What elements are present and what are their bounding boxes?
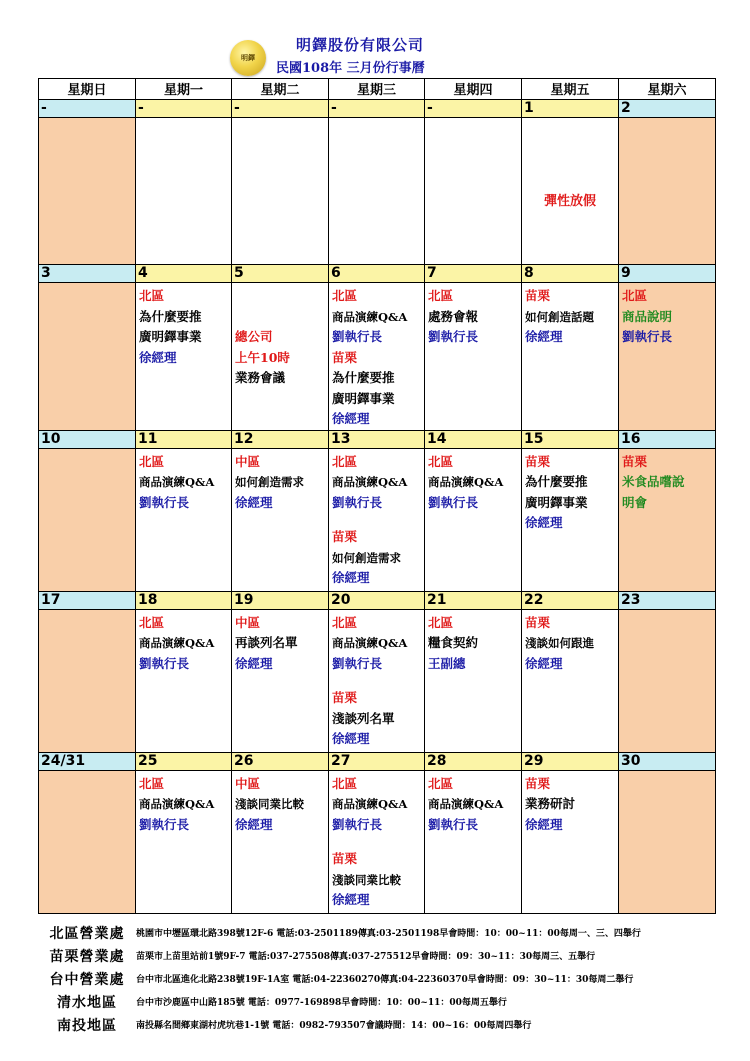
day-cell — [522, 118, 619, 265]
event-topic: 明會 — [622, 494, 648, 510]
office-list — [38, 921, 728, 1036]
day-cell — [619, 448, 716, 591]
event-region: 中區 — [235, 453, 261, 469]
event-speaker: 王副總 — [428, 655, 466, 671]
office-name: 南投地區 — [57, 1017, 117, 1034]
event-region: 北區 — [332, 453, 358, 469]
weekday-sat: 星期六 — [619, 79, 716, 100]
office-row — [38, 1013, 728, 1036]
date-label: 24/31 — [39, 752, 136, 770]
event-topic: 商品演練Q&A — [332, 475, 408, 489]
company-logo — [230, 40, 266, 76]
event-topic: 商品演練Q&A — [139, 636, 215, 650]
day-cell — [136, 448, 232, 591]
date-label: - — [136, 100, 232, 118]
day-cell — [329, 283, 425, 431]
event-topic: 商品演練Q&A — [139, 797, 215, 811]
weekday-wed: 星期三 — [329, 79, 425, 100]
date-label: 2 — [619, 100, 716, 118]
event-topic: 業務會議 — [235, 370, 286, 385]
event-speaker: 劉執行長 — [139, 655, 190, 671]
event-speaker: 劉執行長 — [332, 329, 383, 344]
event-topic: 再談列名單 — [235, 635, 298, 650]
day-cell — [232, 118, 329, 265]
event-region: 苗栗 — [332, 851, 358, 866]
event-speaker: 徐經理 — [525, 515, 563, 530]
office-name: 苗栗營業處 — [49, 948, 125, 965]
event-region: 北區 — [428, 288, 454, 303]
day-cell — [425, 609, 522, 752]
day-cell — [619, 770, 716, 913]
event-topic: 如何創造話題 — [525, 309, 594, 324]
event-speaker: 徐經理 — [332, 892, 370, 907]
date-label: 1 — [522, 100, 619, 118]
event-topic: 淺談如何跟進 — [525, 636, 594, 650]
weekday-sun: 星期日 — [39, 79, 136, 100]
event-topic: 米食品嚐說 — [622, 474, 685, 489]
event-speaker: 劉執行長 — [139, 494, 190, 510]
event-region: 總公司 — [235, 329, 273, 344]
day-cell — [39, 609, 136, 752]
day-cell — [522, 609, 619, 752]
date-label: 7 — [425, 265, 522, 283]
event-speaker: 徐經理 — [525, 816, 563, 832]
event-topic: 淺談同業比較 — [235, 797, 304, 811]
date-label: - — [329, 100, 425, 118]
day-cell — [136, 118, 232, 265]
date-label: 22 — [522, 591, 619, 609]
day-cell — [619, 609, 716, 752]
office-name: 清水地區 — [57, 994, 117, 1011]
date-label: 20 — [329, 591, 425, 609]
day-cell — [522, 283, 619, 431]
weekday-tue: 星期二 — [232, 79, 329, 100]
event-topic: 淺談列名單 — [332, 710, 395, 726]
date-label: 30 — [619, 752, 716, 770]
event-topic: 廣明鐸事業 — [525, 494, 588, 510]
calendar-title: 民國108年 三月份行事曆 — [276, 61, 425, 76]
office-row — [38, 921, 728, 944]
date-label: 19 — [232, 591, 329, 609]
day-cell — [425, 283, 522, 431]
date-label: 28 — [425, 752, 522, 770]
event-topic: 如何創造需求 — [332, 550, 401, 565]
event-region: 北區 — [139, 453, 165, 469]
event-topic: 商品說明 — [622, 308, 673, 324]
office-row — [38, 967, 728, 990]
event-region: 中區 — [235, 614, 261, 630]
event-topic: 商品演練Q&A — [332, 797, 408, 811]
event-topic: 為什麼要推 — [332, 370, 395, 385]
date-label: - — [232, 100, 329, 118]
day-cell — [232, 770, 329, 913]
event-topic: 商品演練Q&A — [428, 797, 504, 811]
date-label: - — [39, 100, 136, 118]
date-label: 3 — [39, 265, 136, 283]
day-cell — [425, 118, 522, 265]
event-speaker: 劉執行長 — [428, 816, 479, 832]
event-region: 苗栗 — [525, 288, 551, 303]
week-events-row — [39, 283, 716, 431]
day-cell — [39, 118, 136, 265]
date-label: 12 — [232, 430, 329, 448]
event-speaker: 徐經理 — [525, 655, 563, 671]
office-row — [38, 944, 728, 967]
date-label: 9 — [619, 265, 716, 283]
day-cell — [522, 448, 619, 591]
day-cell — [329, 770, 425, 913]
date-label: 27 — [329, 752, 425, 770]
event-region: 中區 — [235, 775, 261, 791]
event-speaker: 徐經理 — [525, 329, 563, 344]
date-label: 4 — [136, 265, 232, 283]
day-cell — [619, 283, 716, 431]
event-speaker: 徐經理 — [332, 570, 370, 585]
week-events-row — [39, 770, 716, 913]
event-speaker: 劉執行長 — [428, 494, 479, 510]
event-speaker: 劉執行長 — [139, 816, 190, 832]
day-cell — [232, 448, 329, 591]
day-cell — [425, 770, 522, 913]
event-region: 苗栗 — [525, 614, 551, 630]
event-region: 苗栗 — [525, 775, 551, 791]
event-topic: 業務研討 — [525, 796, 576, 811]
day-cell — [39, 770, 136, 913]
event-region: 苗栗 — [332, 529, 358, 544]
event-region: 苗栗 — [332, 690, 358, 705]
date-row — [39, 265, 716, 283]
office-info: 台中市沙鹿區中山路185號 電話：0977-169898早會時間：10：00~11：00每周五舉行 — [136, 998, 507, 1008]
date-label: 13 — [329, 430, 425, 448]
event-topic: 淺談同業比較 — [332, 872, 401, 887]
event-topic: 廣明鐸事業 — [139, 329, 202, 344]
event-speaker: 劉執行長 — [332, 494, 383, 510]
day-cell — [522, 770, 619, 913]
date-row — [39, 591, 716, 609]
event-topic: 商品演練Q&A — [428, 475, 504, 489]
office-info: 苗栗市上苗里站前1號9F-7 電話:037-275508傳真:037-275512早會時間：09：30~11：30每周三、五舉行 — [136, 952, 596, 962]
event-region: 北區 — [332, 775, 358, 791]
date-label: 29 — [522, 752, 619, 770]
date-row — [39, 430, 716, 448]
date-label: 23 — [619, 591, 716, 609]
date-label: 25 — [136, 752, 232, 770]
header — [0, 0, 750, 78]
company-name: 明鐸股份有限公司 — [296, 36, 425, 54]
event-topic: 如何創造需求 — [235, 475, 304, 489]
event-region: 北區 — [139, 288, 165, 303]
event-topic: 為什麼要推 — [139, 308, 202, 324]
event-region: 北區 — [332, 288, 358, 303]
day-cell — [232, 283, 329, 431]
event-region: 北區 — [428, 775, 454, 791]
event-speaker: 劉執行長 — [332, 655, 383, 671]
date-label: 10 — [39, 430, 136, 448]
day-cell — [136, 770, 232, 913]
date-label: 26 — [232, 752, 329, 770]
event-region: 北區 — [139, 775, 165, 791]
event-speaker: 劉執行長 — [332, 816, 383, 832]
day-cell — [329, 118, 425, 265]
event-region: 北區 — [428, 614, 454, 630]
office-row — [38, 990, 728, 1013]
event-region: 北區 — [332, 614, 358, 630]
date-row — [39, 100, 716, 118]
holiday-label: 彈性放假 — [543, 194, 596, 209]
day-cell — [619, 118, 716, 265]
date-label: 16 — [619, 430, 716, 448]
event-topic: 商品演練Q&A — [139, 475, 215, 489]
event-time: 上午10時 — [235, 349, 290, 365]
event-speaker: 劉執行長 — [428, 329, 479, 344]
office-name: 北區營業處 — [49, 925, 125, 942]
date-label: 11 — [136, 430, 232, 448]
day-cell — [425, 448, 522, 591]
event-speaker: 徐經理 — [235, 494, 273, 510]
weekday-header-row — [39, 79, 716, 100]
date-label: 21 — [425, 591, 522, 609]
day-cell — [136, 609, 232, 752]
event-region: 苗栗 — [525, 453, 551, 469]
weekday-thu: 星期四 — [425, 79, 522, 100]
event-speaker: 徐經理 — [332, 731, 370, 746]
week-events-row — [39, 609, 716, 752]
office-name: 台中營業處 — [49, 971, 125, 988]
date-label: 8 — [522, 265, 619, 283]
week-events-row — [39, 118, 716, 265]
office-info: 桃園市中壢區環北路398號12F-6 電話:03-2501189傳真:03-2501198早會時間：10：00~11：00每周一、三、四舉行 — [136, 929, 641, 939]
event-region: 苗栗 — [332, 349, 358, 365]
weekday-fri: 星期五 — [522, 79, 619, 100]
event-topic: 為什麼要推 — [525, 474, 588, 489]
weekday-mon: 星期一 — [136, 79, 232, 100]
day-cell — [329, 609, 425, 752]
event-topic: 商品演練Q&A — [332, 636, 408, 650]
event-speaker: 徐經理 — [235, 655, 273, 671]
event-speaker: 徐經理 — [235, 816, 273, 832]
office-info: 台中市北區進化北路238號19F-1A室 電話:04-22360270傳真:04-22360370早會時間：09：30~11：30每周二舉行 — [136, 975, 634, 985]
office-info: 南投縣名間鄉東湖村虎坑巷1-1號 電話：0982-793507會議時間：14：00~16：00每周四舉行 — [136, 1021, 532, 1031]
event-topic: 糧食契約 — [428, 635, 479, 650]
event-region: 北區 — [139, 614, 165, 630]
event-speaker: 劉執行長 — [622, 329, 673, 344]
event-region: 北區 — [622, 288, 648, 303]
event-topic: 商品演練Q&A — [332, 309, 408, 324]
day-cell — [39, 283, 136, 431]
calendar-table — [38, 78, 716, 914]
event-topic: 處務會報 — [428, 308, 479, 324]
date-label: 14 — [425, 430, 522, 448]
event-region: 苗栗 — [622, 453, 648, 469]
date-label: 18 — [136, 591, 232, 609]
logo-text: 明鐸 — [241, 53, 255, 62]
event-topic: 廣明鐸事業 — [332, 390, 395, 406]
event-region: 北區 — [428, 453, 454, 469]
date-label: 15 — [522, 430, 619, 448]
event-speaker: 徐經理 — [139, 349, 177, 365]
day-cell — [39, 448, 136, 591]
day-cell — [232, 609, 329, 752]
date-label: - — [425, 100, 522, 118]
week-events-row — [39, 448, 716, 591]
date-label: 17 — [39, 591, 136, 609]
date-label: 6 — [329, 265, 425, 283]
event-speaker: 徐經理 — [332, 411, 370, 426]
day-cell — [329, 448, 425, 591]
date-label: 5 — [232, 265, 329, 283]
date-row — [39, 752, 716, 770]
day-cell — [136, 283, 232, 431]
